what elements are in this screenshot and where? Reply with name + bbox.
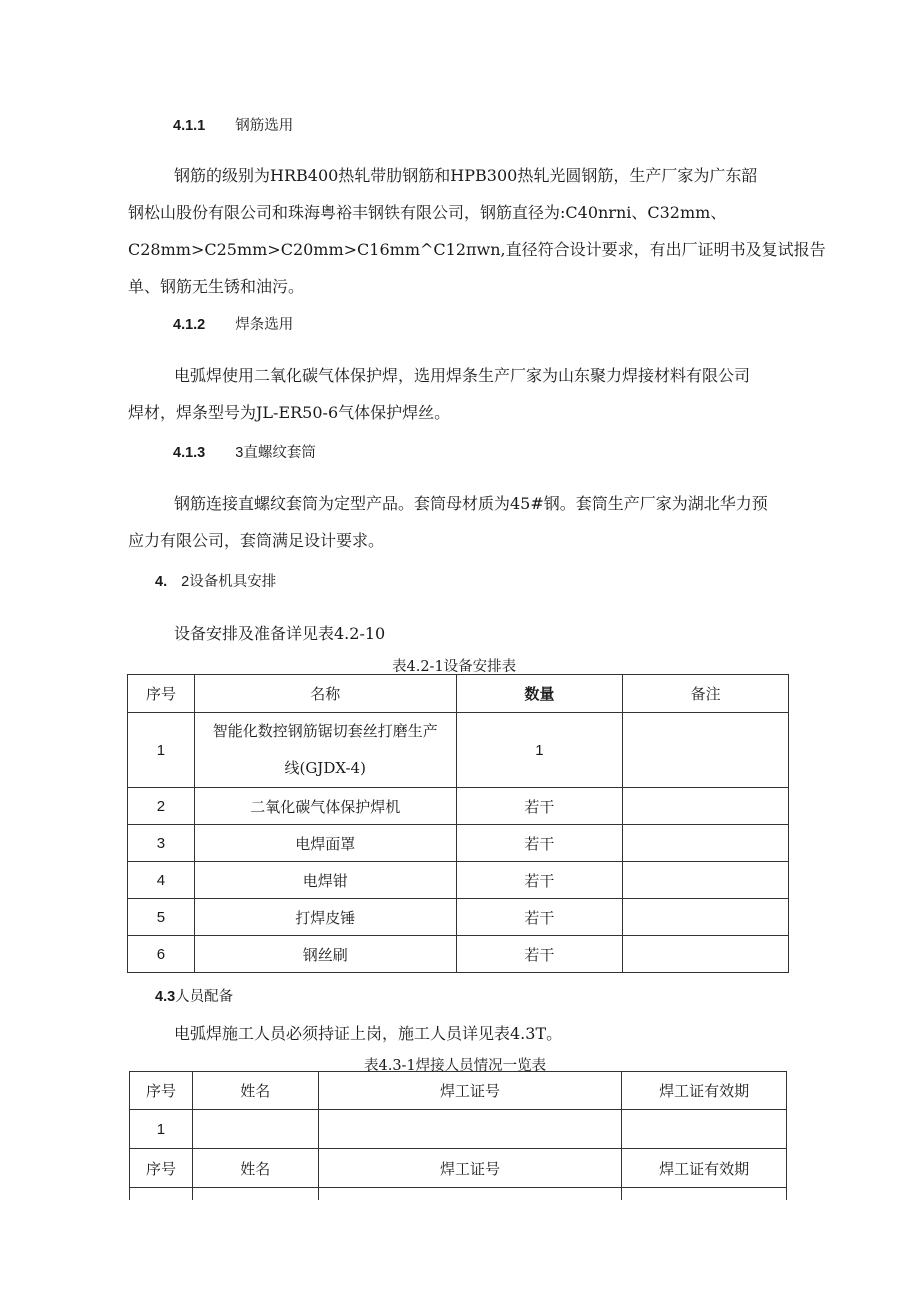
paragraph-line: 钢筋的级别为HRB400热轧带肋钢筋和HPB300热轧光圆钢筋，生产厂家为广东韶 (174, 166, 758, 185)
header-cell: 焊工证有效期 (622, 1149, 787, 1188)
header-cell: 焊工证有效期 (622, 1072, 787, 1110)
header-cell: 序号 (128, 675, 195, 713)
table-row (128, 936, 789, 973)
cell-no: 4 (128, 862, 195, 899)
header-cell: 数量 (456, 675, 623, 713)
paragraph-line: 电弧焊施工人员必须持证上岗，施工人员详见表4.3T。 (174, 1024, 563, 1043)
cell-no: 3 (128, 825, 195, 862)
cell-name: 打焊皮锤 (194, 899, 456, 936)
table-caption: 表4.2-1设备安排表 (392, 659, 517, 675)
heading-number: 4.1.3 (173, 445, 206, 461)
header-cell: 序号 (130, 1072, 193, 1110)
header-cell: 姓名 (192, 1149, 318, 1188)
heading-4-1-2 (173, 313, 293, 334)
heading-title: 人员配备 (175, 989, 234, 1005)
welder-table (129, 1071, 787, 1200)
cell-note (623, 899, 789, 936)
cell-note (623, 713, 789, 788)
table-row (128, 713, 789, 788)
cell-qty: 若干 (456, 899, 623, 936)
table-row (128, 899, 789, 936)
cell-note (623, 788, 789, 825)
heading-4-1-1 (173, 114, 293, 135)
table-row (128, 788, 789, 825)
heading-4-3 (155, 985, 233, 1006)
paragraph-line: 电弧焊使用二氧化碳气体保护焊，选用焊条生产厂家为山东聚力焊接材料有限公司 (174, 366, 751, 385)
cell-empty (622, 1110, 787, 1149)
cell-no: 1 (130, 1110, 193, 1149)
cell-note (623, 936, 789, 973)
table-caption: 表4.3-1焊接人员情况一览表 (364, 1058, 547, 1074)
paragraph-line: 应力有限公司，套筒满足设计要求。 (128, 531, 385, 550)
table-header-row-repeat (130, 1149, 787, 1188)
cell-empty (192, 1110, 318, 1149)
heading-4-2 (155, 570, 276, 591)
equipment-table (127, 674, 789, 973)
header-cell: 焊工证号 (318, 1072, 622, 1110)
heading-title: 钢筋选用 (235, 118, 294, 134)
paragraph-line: 钢筋连接直螺纹套筒为定型产品。套筒母材质为45#钢。套筒生产厂家为湖北华力预 (174, 494, 768, 513)
header-cell: 序号 (130, 1149, 193, 1188)
table-row (128, 825, 789, 862)
header-cell: 备注 (623, 675, 789, 713)
cell-qty: 若干 (456, 862, 623, 899)
cell-name-line: 智能化数控钢筋锯切套丝打磨生产 (212, 722, 438, 740)
heading-4-1-3 (173, 441, 316, 462)
cell-note (623, 862, 789, 899)
heading-number: 4.1.2 (173, 317, 206, 333)
heading-number: 4. (155, 574, 168, 590)
paragraph-line: 单、钢筋无生锈和油污。 (128, 277, 305, 296)
paragraph-line: 设备安排及准备详见表4.2-10 (174, 624, 386, 643)
header-cell: 姓名 (192, 1072, 318, 1110)
paragraph-line: 焊材，焊条型号为JL-ER50-6气体保护焊丝。 (128, 403, 451, 422)
cell-empty (130, 1188, 193, 1200)
table-row-cut (130, 1188, 787, 1200)
heading-number: 4.3 (155, 989, 176, 1005)
paragraph-line: 钢松山股份有限公司和珠海粤裕丰钢铁有限公司，钢筋直径为:C40nrni、C32mm、 (128, 203, 727, 222)
cell-no: 5 (128, 899, 195, 936)
table-row (128, 862, 789, 899)
cell-no: 1 (128, 713, 195, 788)
table-header-row (128, 675, 789, 713)
table-header-row (130, 1072, 787, 1110)
table-row (130, 1110, 787, 1149)
cell-note (623, 825, 789, 862)
header-cell: 焊工证号 (318, 1149, 622, 1188)
paragraph-line: C28mm>C25mm>C20mm>C16mm^C12πwn,直径符合设计要求，有出厂证明书及复试报告 (128, 240, 826, 259)
header-cell: 名称 (194, 675, 456, 713)
cell-name: 电焊钳 (194, 862, 456, 899)
cell-empty (318, 1110, 622, 1149)
cell-empty (622, 1188, 787, 1200)
cell-qty: 1 (456, 713, 623, 788)
heading-title: 2设备机具安排 (181, 574, 277, 590)
heading-number: 4.1.1 (173, 118, 206, 134)
cell-no: 6 (128, 936, 195, 973)
heading-title: 3直螺纹套筒 (235, 445, 316, 461)
cell-name-line: 线(GJDX-4) (284, 759, 366, 777)
cell-name: 二氧化碳气体保护焊机 (194, 788, 456, 825)
cell-empty (192, 1188, 318, 1200)
cell-qty: 若干 (456, 936, 623, 973)
cell-name (194, 713, 456, 788)
cell-name: 电焊面罩 (194, 825, 456, 862)
cell-name: 钢丝刷 (194, 936, 456, 973)
cell-no: 2 (128, 788, 195, 825)
cell-empty (318, 1188, 622, 1200)
cell-qty: 若干 (456, 788, 623, 825)
heading-title: 焊条选用 (235, 317, 294, 333)
cell-qty: 若干 (456, 825, 623, 862)
